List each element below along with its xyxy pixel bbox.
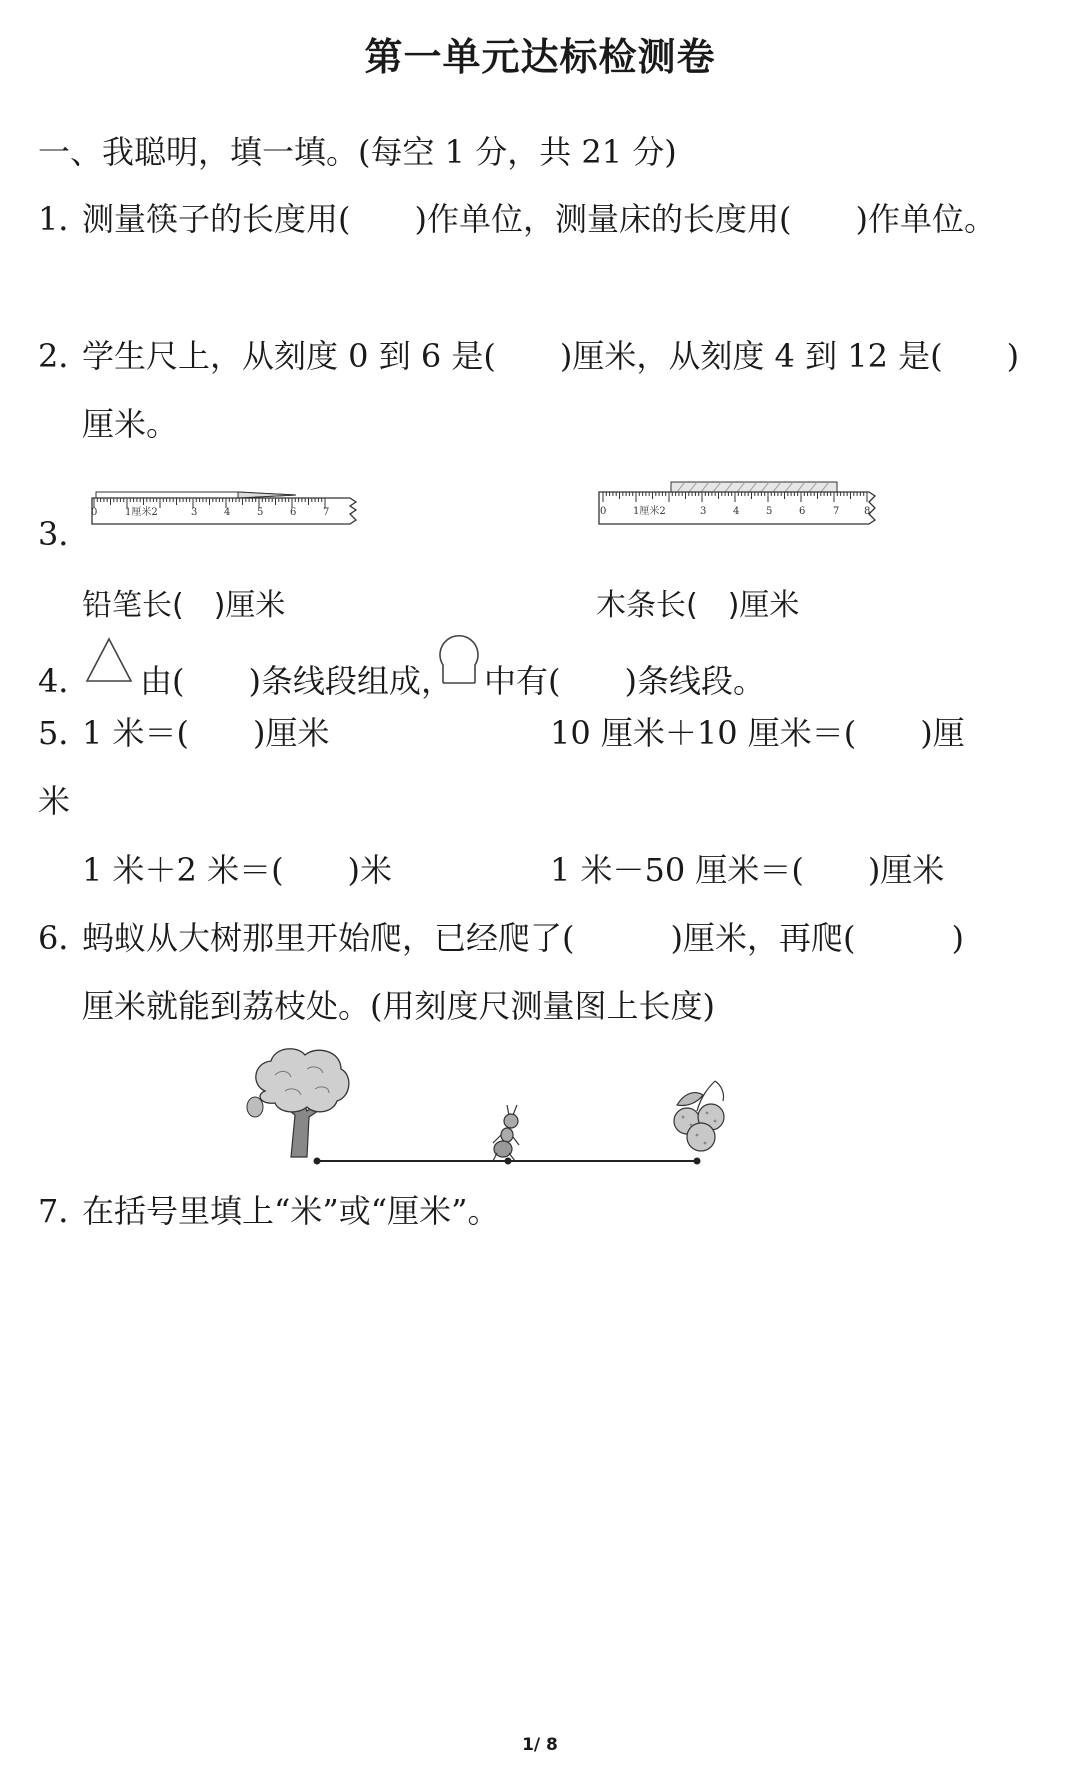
- ant-icon: [493, 1105, 519, 1161]
- ruler2-label: 4: [733, 506, 740, 517]
- ruler1-label: 4: [224, 507, 231, 518]
- q3-wood-label: 木条长( )厘米: [596, 588, 800, 623]
- q5-b-wrap: 米: [38, 782, 71, 820]
- ruler2-label: 8: [864, 506, 871, 517]
- page-number: 1/ 8: [522, 1735, 558, 1755]
- ruler1-label: 5: [257, 507, 264, 518]
- ruler2-label: 0: [600, 506, 607, 517]
- ruler2-label: 6: [799, 506, 806, 517]
- ruler1-label: 0: [91, 507, 98, 518]
- ruler2-label: 3: [700, 506, 707, 517]
- arch-shape-icon: [436, 629, 482, 687]
- q5-d: 1 米－50 厘米＝( )厘米: [550, 851, 945, 889]
- ruler1-label: 6: [290, 507, 297, 518]
- q7-number: 7．: [38, 1192, 91, 1230]
- q5-c: 1 米＋2 米＝( )米: [82, 851, 393, 889]
- q5-b: 10 厘米＋10 厘米＝( )厘: [550, 714, 965, 752]
- q5-a: 1 米＝( )厘米: [82, 714, 330, 752]
- ant-tree-lychee-illustration: [245, 1045, 745, 1175]
- ruler-wood-strip: [597, 482, 881, 528]
- q2-text-line1: 学生尺上，从刻度 0 到 6 是( )厘米，从刻度 4 到 12 是( ): [82, 337, 1020, 375]
- q1-text: 测量筷子的长度用( )作单位，测量床的长度用( )作单位。: [82, 200, 996, 238]
- section-heading: 一、我聪明，填一填。(每空 1 分，共 21 分): [38, 133, 677, 171]
- page-title: 第一单元达标检测卷: [364, 35, 716, 79]
- q3-pencil-label: 铅笔长( )厘米: [82, 588, 286, 623]
- q2-number: 2．: [38, 337, 91, 375]
- lychee-icon: [674, 1081, 724, 1151]
- q4-number: 4．: [38, 662, 91, 700]
- q4-text-part1: 由( )条线段组成，: [140, 662, 453, 700]
- q6-text-line2: 厘米就能到荔枝处。(用刻度尺测量图上长度): [82, 987, 715, 1025]
- ruler1-label: 7: [323, 507, 330, 518]
- q5-number: 5．: [38, 714, 91, 752]
- ruler2-label: 1厘米2: [633, 506, 666, 517]
- ruler2-label: 5: [766, 506, 773, 517]
- q6-number: 6．: [38, 919, 91, 957]
- q6-text-line1: 蚂蚁从大树那里开始爬，已经爬了( )厘米，再爬( ): [82, 919, 964, 957]
- ruler1-label: 1厘米2: [125, 507, 158, 518]
- q4-text-part2: 中有( )条线段。: [484, 662, 765, 700]
- ruler-pencil: [88, 482, 360, 528]
- ruler2-label: 7: [833, 506, 840, 517]
- q2-text-line2: 厘米。: [82, 405, 179, 443]
- tree-icon: [247, 1049, 349, 1157]
- q3-number: 3．: [38, 515, 91, 553]
- q1-number: 1．: [38, 200, 91, 238]
- triangle-icon: [84, 636, 134, 684]
- ruler1-label: 3: [191, 507, 198, 518]
- q7-text: 在括号里填上“米”或“厘米”。: [82, 1192, 500, 1230]
